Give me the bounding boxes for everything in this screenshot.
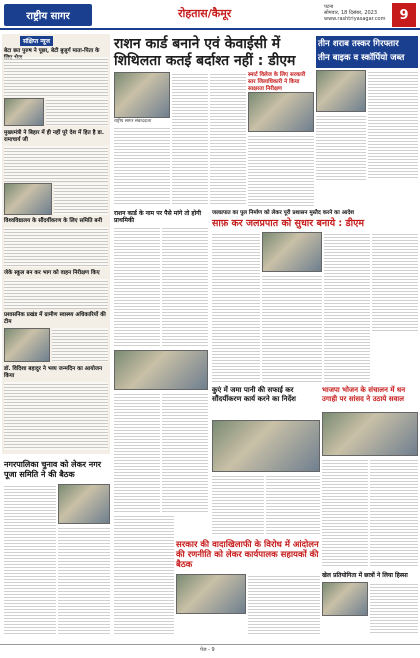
right-lead-line1: तीन शराब तस्कर गिरफ्तार <box>318 39 399 49</box>
well-body <box>114 392 160 512</box>
second-photo <box>248 92 314 132</box>
left-bottom-body <box>58 526 110 634</box>
lead-body <box>172 72 208 206</box>
well-headline: कुएं में जमा पानी की सफाई कर सौंदर्यीकरण कार्य करने का निर्देश <box>212 386 296 403</box>
right-item1-headline: भाजपा भोजन के संचालन में धन उगाही पर सांसद ने उठाये सवाल <box>322 386 406 403</box>
left-item-body <box>52 328 108 362</box>
left-item-headline: प्रशासनिक प्रखंड में ग्रामीण स्वास्थ्य अधिकारियों की टीम <box>4 312 106 325</box>
left-photo <box>4 183 52 215</box>
well-body <box>162 392 208 512</box>
footer-label: पेज - 9 <box>200 647 215 653</box>
water-kicker: जलप्रपात का पुल निर्माण को लेकर पूरी प्रशासन मुस्तैद करने का आदेश <box>212 210 355 216</box>
ration-body <box>162 226 208 346</box>
well-photo-large <box>212 420 320 472</box>
left-bottom-headline: नगरपालिका चुनाव को लेकर नगर पूजा समिति ने की बैठक <box>4 460 101 479</box>
city: पटना <box>324 4 334 10</box>
brand-logo: राष्ट्रीय सागर <box>4 4 92 26</box>
well-photo <box>114 350 208 390</box>
left-photo <box>4 98 44 126</box>
lead-byline: राष्ट्रीय सागर संवाददाता <box>114 119 152 124</box>
lead-body <box>210 72 246 206</box>
right-item2-headline: खेल प्रतियोगिता में छात्रों ने लिया हिस्सा <box>322 572 408 579</box>
lead-photo <box>114 72 170 118</box>
left-item-body <box>54 183 108 215</box>
rally-headline: सरकार की वादाखिलाफी के विरोध में आंदोलन की रणनीति को लेकर कार्यपालक सहायकों की बैठक <box>176 540 319 570</box>
left-item-body <box>4 279 108 309</box>
left-photo <box>4 328 50 362</box>
right-lead-line2: तीन बाइक व स्कॉर्पियो जब्त <box>318 53 405 63</box>
left-item-headline: जेके स्कूल बन कर भाग को वाहन निरीक्षण किए <box>4 270 100 276</box>
section-tag: संक्षिप्त न्यूज <box>20 36 53 46</box>
region-title: रोहतास/कैमूर <box>178 7 232 20</box>
left-item-headline: मुख्यमंत्री ने बिहार में ही नहीं पूरे देश में हित है डा. रामाचार्य जी <box>4 130 104 143</box>
left-item-body <box>4 57 108 97</box>
lead-headline-line2: शिथिलता कतई बर्दाश्त नहीं : डीएम <box>114 53 296 69</box>
lead-headline <box>114 36 314 70</box>
left-bottom-photo <box>58 484 110 524</box>
left-item-headline: विश्वविद्यालय के सौंदर्यीकरण के लिए समिति बनी <box>4 218 103 224</box>
rally-body <box>114 514 174 634</box>
ration-body <box>114 226 160 346</box>
water-body <box>324 232 370 382</box>
left-item-headline: बेटा छत पुरुष ने पूछा, बेटी बुजुर्ग माता-पिता के <box>4 48 100 54</box>
masthead-meta <box>324 4 386 22</box>
right-item1-photo <box>322 412 418 456</box>
right-item1-body <box>322 458 368 568</box>
right-lead-photo <box>316 70 366 112</box>
well-body <box>266 474 320 534</box>
website: www.rashtriyasagar.com <box>324 16 386 22</box>
left-bottom-body <box>4 484 56 634</box>
right-lead-headline <box>318 37 418 65</box>
second-headline: स्मार्ट विलेज के लिए सरकारी स्तर जिलाधिकारी ने किया साक्षरता निरीक्षण <box>248 72 306 92</box>
right-item2-photo <box>322 582 368 616</box>
page-number: 9 <box>392 3 416 27</box>
left-item-body <box>4 227 108 267</box>
water-body <box>372 232 418 332</box>
left-item-headline: डॉ. विदिशा बहादुर ने भव्य जन्मदिन का आयोजन किया <box>4 366 103 379</box>
ration-headline: राशन कार्ड के नाम पर पैसे मांगे तो होगी प्राथमिकी <box>114 210 202 224</box>
right-item2-body <box>370 582 418 634</box>
lead-body <box>114 126 170 206</box>
water-headline: साफ़ कर जलप्रपात को सुधार बनाये : डीएम <box>212 218 365 229</box>
right-lead-body <box>316 114 366 180</box>
rally-body <box>248 574 320 634</box>
lead-headline-line1: राशन कार्ड बनाने एवं केवाईसी में <box>114 36 281 52</box>
water-body <box>212 232 260 382</box>
date-line: सोमवार, 18 दिसंबर, 2023 <box>324 10 378 16</box>
left-item-body <box>46 98 108 126</box>
left-item-body <box>4 146 108 182</box>
water-photo <box>262 232 322 272</box>
left-item-body <box>4 382 108 450</box>
well-body <box>212 474 264 534</box>
right-lead-body <box>368 70 418 180</box>
right-item1-body <box>370 458 418 568</box>
water-body <box>262 274 322 382</box>
rally-photo <box>176 574 246 614</box>
second-body <box>248 134 314 206</box>
